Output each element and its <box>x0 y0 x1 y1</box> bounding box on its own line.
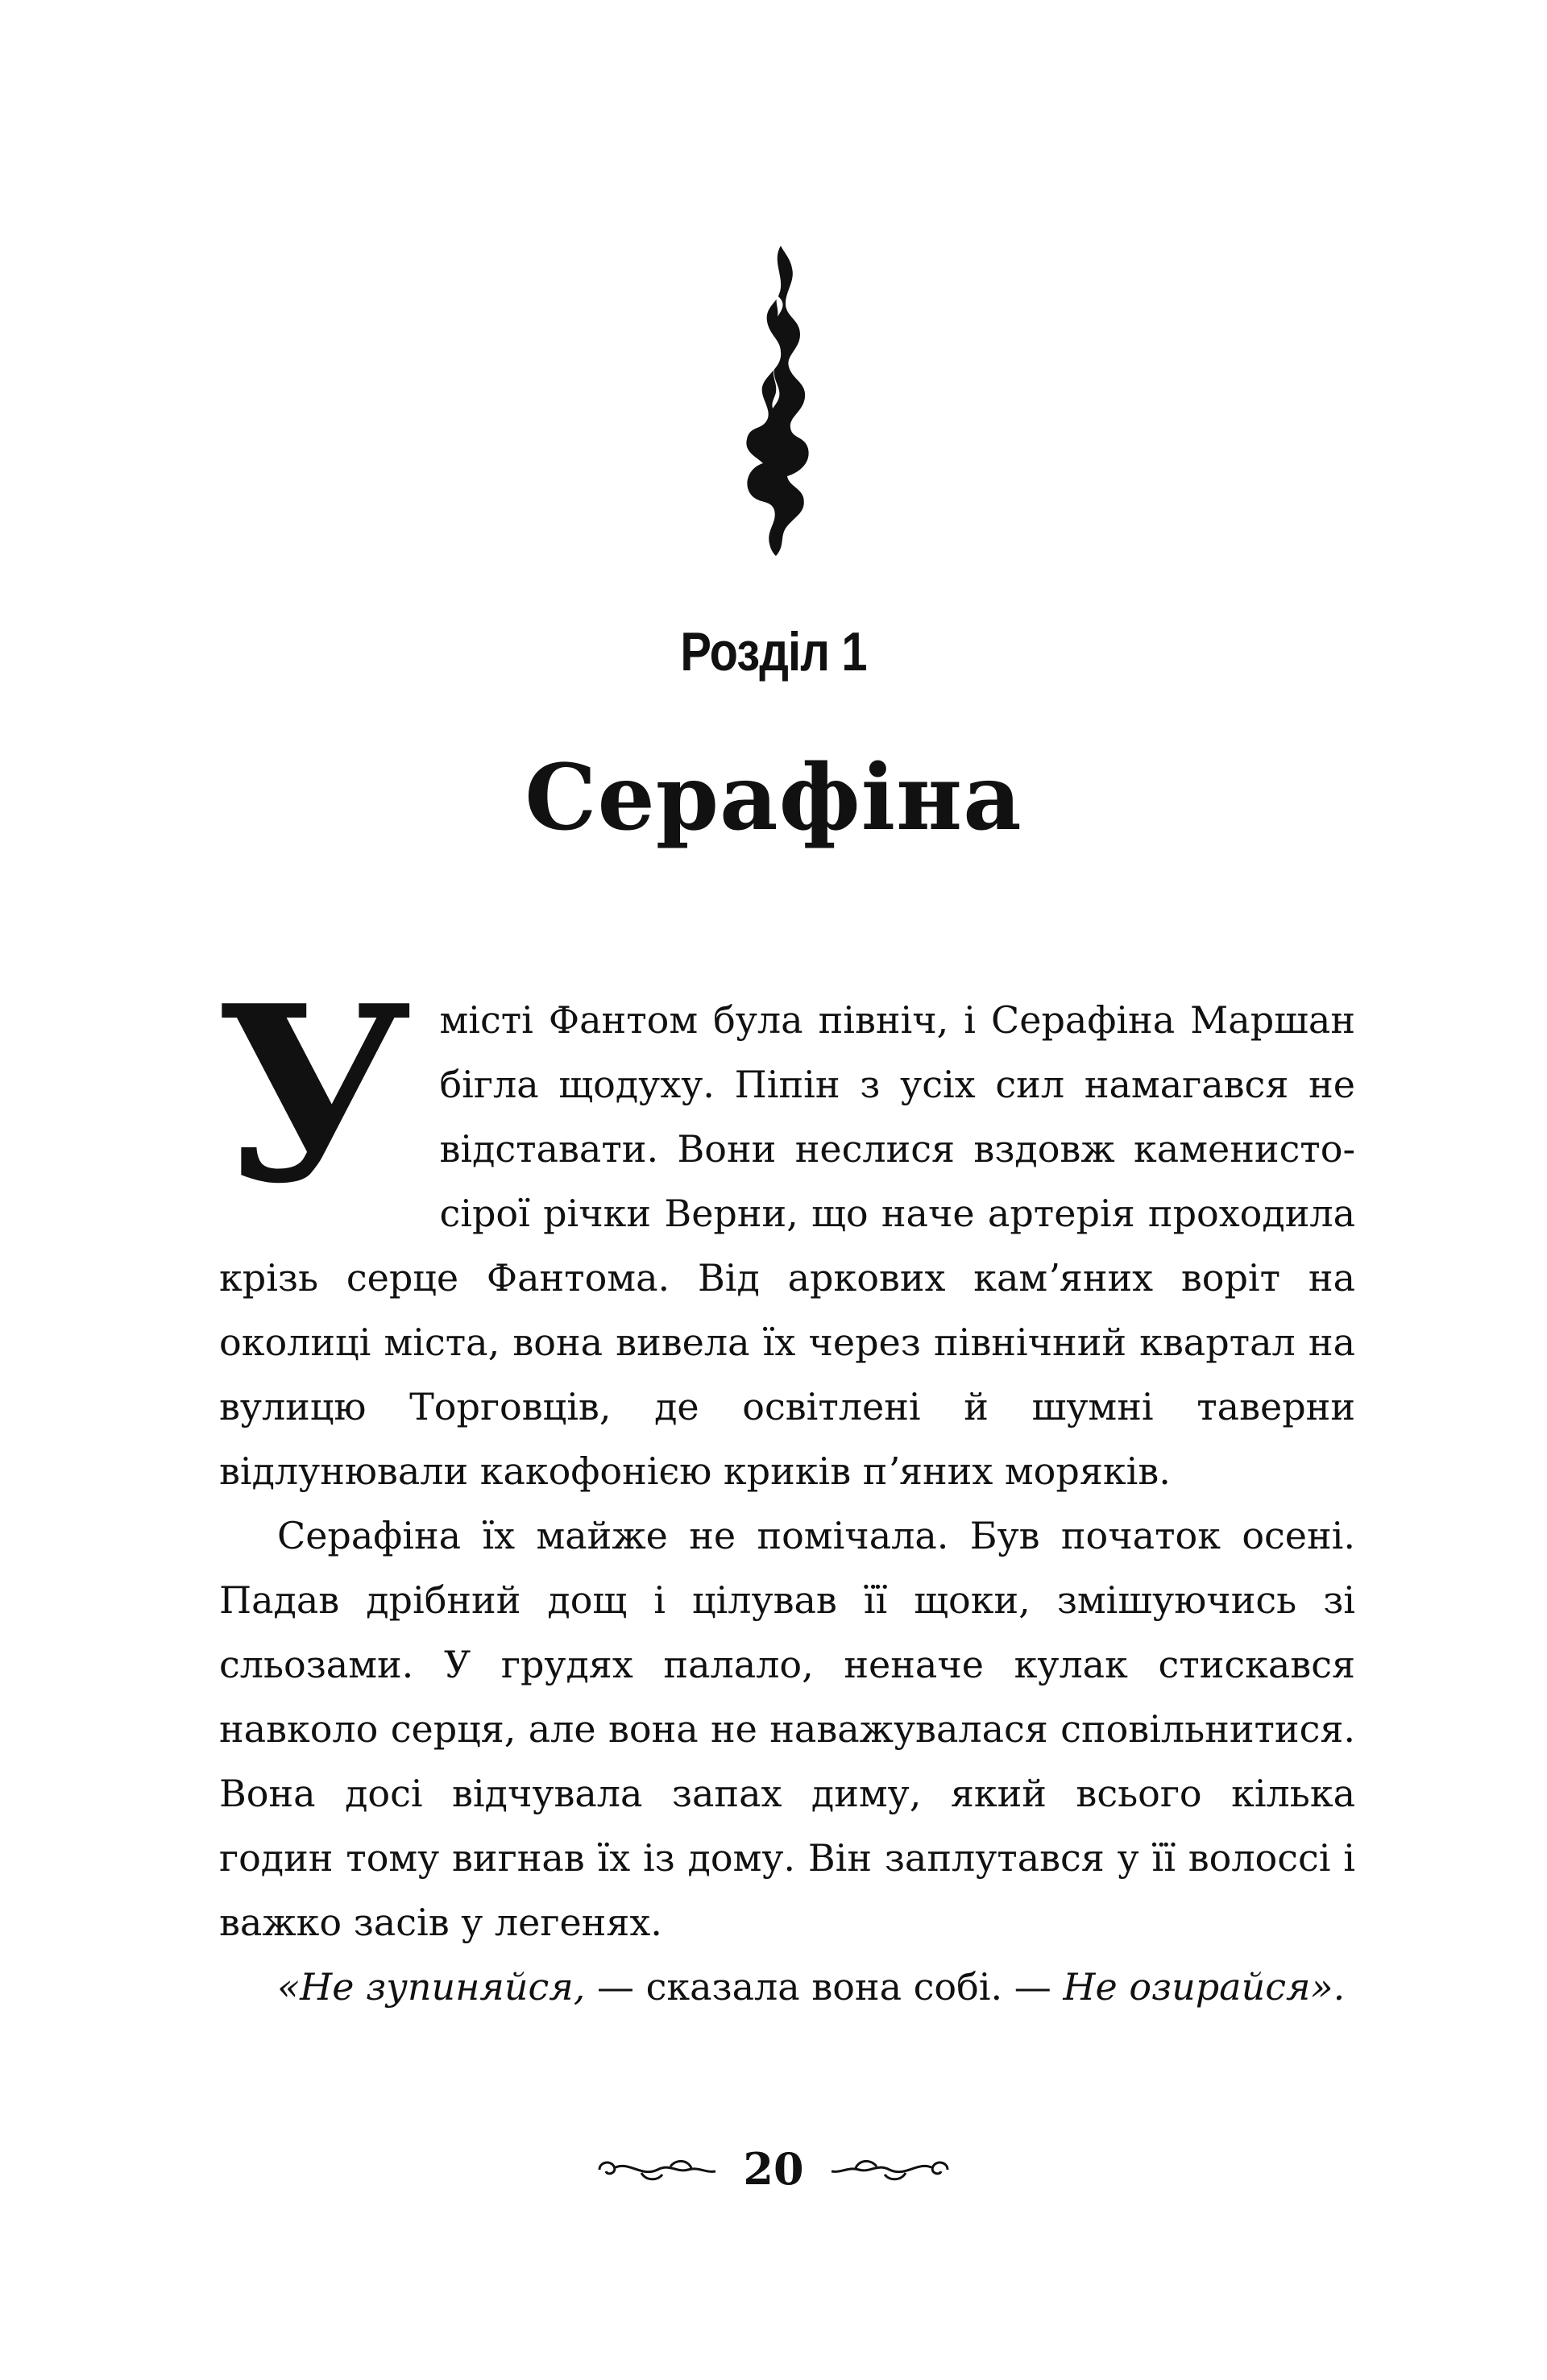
paragraph-text: місті Фантом була північ, і Серафіна Маршан бігла щодуху. Піпін з усіх сил намагався не відставати. Вони неслися вздовж каменисто-сірої річки Верни, що наче артерія проходила крізь серце Фантома. Від аркових камʼяних воріт на околиці міста, вона вивела їх через північний квартал на вулицю Торговців, де освітлені й шумні таверни відлунювали какофонією криків пʼяних моряків. <box>219 998 1355 1493</box>
paragraph <box>216 952 1355 1503</box>
flame-ornament-icon <box>739 246 811 556</box>
paragraph <box>219 1955 1355 2019</box>
drop-cap: У <box>216 952 413 1237</box>
flourish-left-icon <box>593 2149 722 2189</box>
chapter-title: Серафіна <box>525 745 1022 851</box>
page-footer <box>0 2143 1547 2195</box>
page-number: 20 <box>743 2143 804 2195</box>
paragraph: Серафіна їх майже не помічала. Був початок осені. Падав дрібний дощ і цілував її щоки, змішуючись зі сльозами. У грудях палало, неначе кулак стискався навколо серця, але вона не наважувалася сповільнитися. Вона досі відчувала запах диму, який всього кілька годин тому вигнав їх із дому. Він заплутався у її волоссі і важко засів у легенях. <box>219 1514 1355 1944</box>
quote-part: Не озирайся». <box>1063 1965 1346 2009</box>
flourish-right-icon <box>825 2149 954 2189</box>
chapter-text <box>216 952 1355 2019</box>
quote-part: — сказала вона собі. — <box>585 1965 1064 2009</box>
chapter-label: Розділ 1 <box>680 621 867 682</box>
quote-part: «Не зупиняйся, <box>277 1965 586 2009</box>
